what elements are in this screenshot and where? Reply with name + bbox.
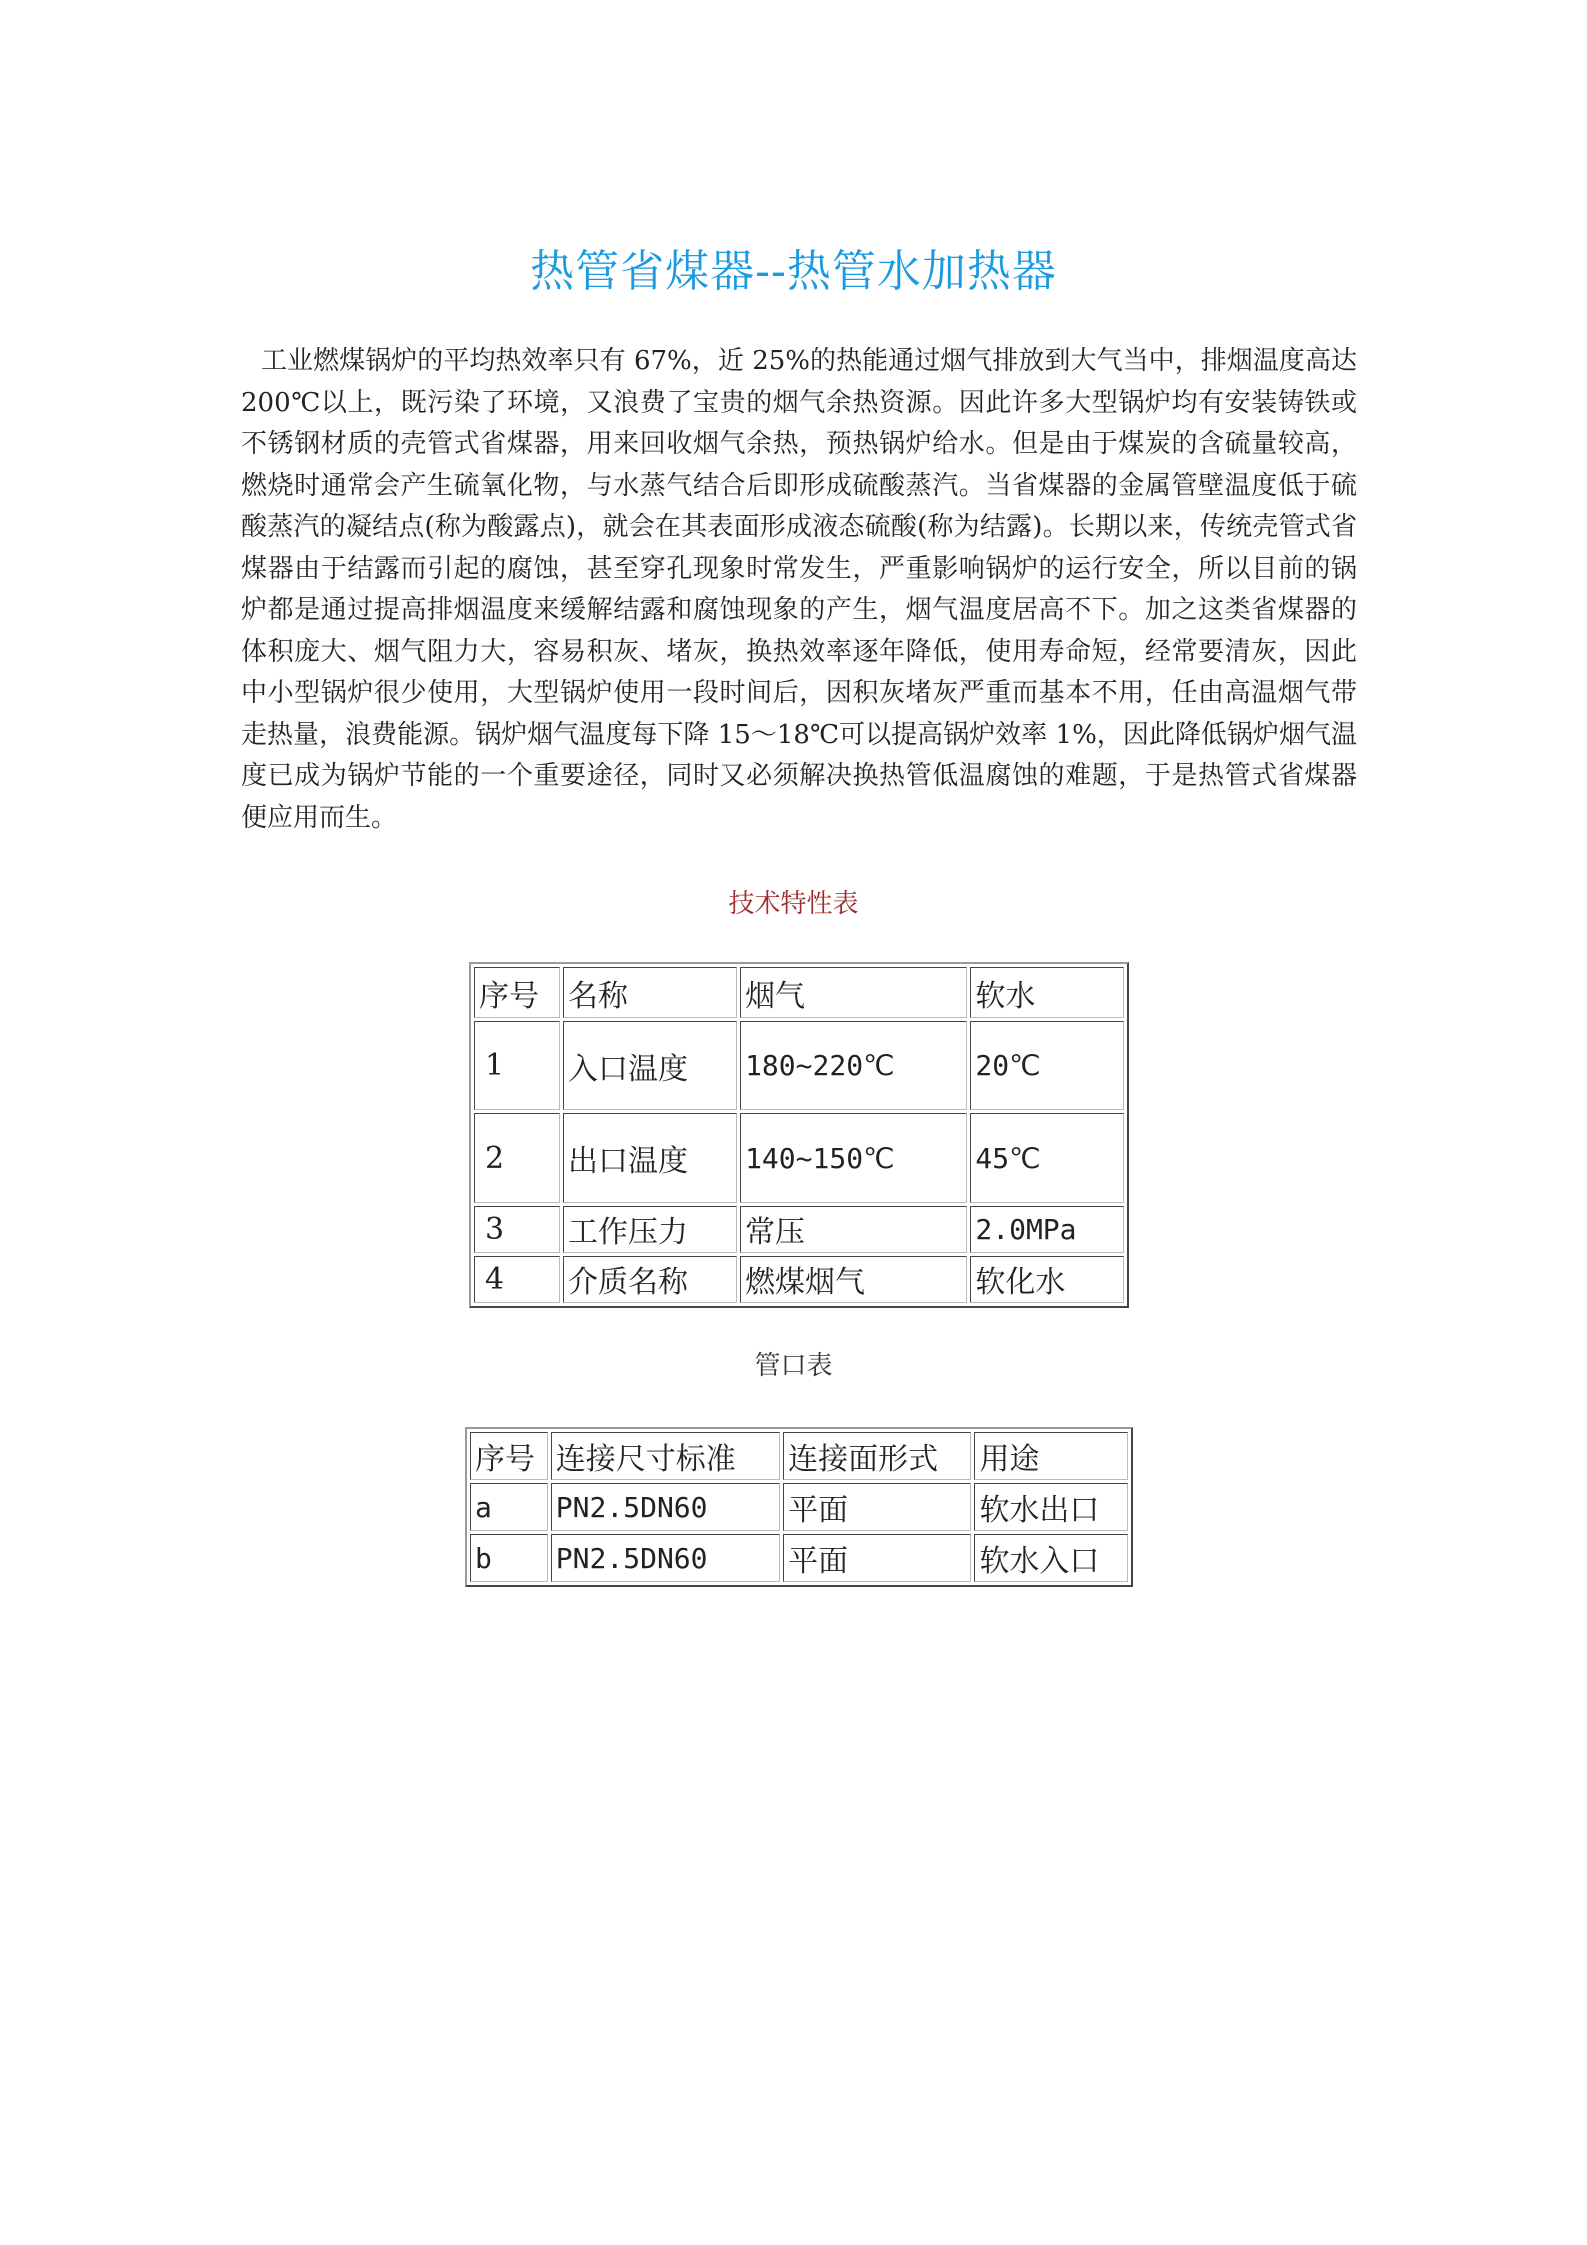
table-cell: PN2.5DN60 bbox=[551, 1534, 780, 1582]
table-cell: 45℃ bbox=[970, 1113, 1124, 1202]
header-cell: 烟气 bbox=[740, 967, 967, 1018]
header-cell: 连接面形式 bbox=[783, 1432, 971, 1480]
pipe-table-caption: 管口表 bbox=[754, 1351, 833, 1381]
pipe-connection-table bbox=[465, 1427, 1133, 1587]
table-cell: 燃煤烟气 bbox=[740, 1256, 967, 1303]
table-cell: 软化水 bbox=[970, 1256, 1124, 1303]
table-row bbox=[470, 1483, 1128, 1531]
header-cell: 用途 bbox=[974, 1432, 1128, 1480]
table-cell: PN2.5DN60 bbox=[551, 1483, 780, 1531]
table-header-row bbox=[470, 1432, 1128, 1480]
table-row bbox=[474, 1021, 1124, 1110]
table-cell: 工作压力 bbox=[563, 1206, 737, 1253]
table-cell: 4 bbox=[474, 1256, 560, 1303]
table-row bbox=[474, 1113, 1124, 1202]
table-cell: 软水出口 bbox=[974, 1483, 1128, 1531]
table-cell: 出口温度 bbox=[563, 1113, 737, 1202]
table-cell: 2.0MPa bbox=[970, 1206, 1124, 1253]
header-cell: 连接尺寸标准 bbox=[551, 1432, 780, 1480]
table-cell: 1 bbox=[474, 1021, 560, 1110]
table-cell: 平面 bbox=[783, 1534, 971, 1582]
table-cell: 常压 bbox=[740, 1206, 967, 1253]
intro-paragraph: 工业燃煤锅炉的平均热效率只有 67%，近 25%的热能通过烟气排放到大气当中，排烟温度高达 200℃以上，既污染了环境，又浪费了宝贵的烟气余热资源。因此许多大型锅炉均有安装铸铁或不锈钢材质的壳管式省煤器，用来回收烟气余热，预热锅炉给水。但是由于煤炭的含硫量较高，燃烧时通常会产生硫氧化物，与水蒸气结合后即形成硫酸蒸汽。当省煤器的金属管壁温度低于硫酸蒸汽的凝结点(称为酸露点)，就会在其表面形成液态硫酸(称为结露)。长期以来，传统壳管式省煤器由于结露而引起的腐蚀，甚至穿孔现象时常发生，严重影响锅炉的运行安全，所以目前的锅炉都是通过提高排烟温度来缓解结露和腐蚀现象的产生，烟气温度居高不下。加之这类省煤器的体积庞大、烟气阻力大，容易积灰、堵灰，换热效率逐年降低，使用寿命短，经常要清灰，因此中小型锅炉很少使用，大型锅炉使用一段时间后，因积灰堵灰严重而基本不用，任由高温烟气带走热量，浪费能源。锅炉烟气温度每下降 15～18℃可以提高锅炉效率 1%，因此降低锅炉烟气温度已成为锅炉节能的一个重要途径，同时又必须解决换热管低温腐蚀的难题，于是热管式省煤器便应用而生。 bbox=[241, 346, 1357, 833]
table-cell: 介质名称 bbox=[563, 1256, 737, 1303]
table-cell: 140~150℃ bbox=[740, 1113, 967, 1202]
table-cell: 2 bbox=[474, 1113, 560, 1202]
header-cell: 名称 bbox=[563, 967, 737, 1018]
table-row bbox=[470, 1534, 1128, 1582]
tech-spec-table bbox=[469, 962, 1129, 1308]
header-cell: 序号 bbox=[470, 1432, 548, 1480]
table-cell: 软水入口 bbox=[974, 1534, 1128, 1582]
table-cell: 3 bbox=[474, 1206, 560, 1253]
header-cell: 软水 bbox=[970, 967, 1124, 1018]
table-cell: b bbox=[470, 1534, 548, 1582]
page-title: 热管省煤器--热管水加热器 bbox=[530, 246, 1057, 297]
table-row bbox=[474, 1206, 1124, 1253]
table-cell: 平面 bbox=[783, 1483, 971, 1531]
table-cell: 180~220℃ bbox=[740, 1021, 967, 1110]
table-cell: 入口温度 bbox=[563, 1021, 737, 1110]
table-row bbox=[474, 1256, 1124, 1303]
tech-table-caption: 技术特性表 bbox=[728, 889, 859, 919]
table-cell: 20℃ bbox=[970, 1021, 1124, 1110]
table-cell: a bbox=[470, 1483, 548, 1531]
table-header-row bbox=[474, 967, 1124, 1018]
header-cell: 序号 bbox=[474, 967, 560, 1018]
